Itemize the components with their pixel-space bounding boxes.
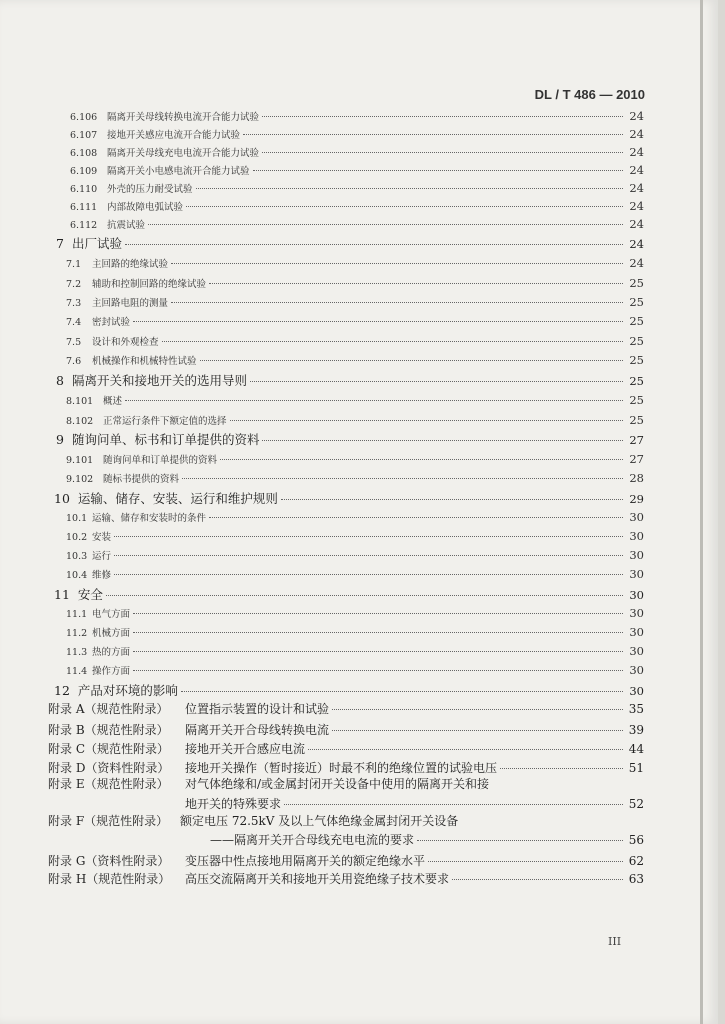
appendix-b[interactable]: 附录 B（规范性附录） 隔离开关开合母线转换电流 39 <box>48 723 644 737</box>
toc-entry-10[interactable]: 10 运输、储存、安装、运行和维护规则 29 <box>54 491 644 506</box>
toc-entry-11-4[interactable]: 11.4 操作方面 30 <box>66 663 644 677</box>
toc-entry-12[interactable]: 12 产品对环境的影响 30 <box>54 683 644 698</box>
appendix-e-label: 附录 E（规范性附录） <box>48 777 169 791</box>
appendix-e[interactable]: 地开关的特殊要求 52 <box>185 797 644 811</box>
toc-entry-7-3[interactable]: 7.3 主回路电阻的测量 25 <box>66 295 644 309</box>
toc-entry-6-106[interactable]: 6.106 隔离开关母线转换电流开合能力试验 24 <box>70 109 644 123</box>
toc-entry-6-108[interactable]: 6.108 隔离开关母线充电电流开合能力试验 24 <box>70 145 644 159</box>
appendix-f[interactable]: ——隔离开关开合母线充电电流的要求 56 <box>210 833 644 847</box>
appendix-d[interactable]: 附录 D（资料性附录） 接地开关操作（暂时接近）时最不利的绝缘位置的试验电压 51 <box>48 761 644 775</box>
toc-entry-6-109[interactable]: 6.109 隔离开关小电感电流开合能力试验 24 <box>70 163 644 177</box>
appendix-f-title-line1: 附录 F（规范性附录） 额定电压 72.5kV 及以上气体绝缘金属封闭开关设备 <box>48 814 459 828</box>
appendix-e-title-line1: 附录 E（规范性附录） 对气体绝缘和/或金属封闭开关设备中使用的隔离开关和接 <box>48 777 490 791</box>
appendix-g[interactable]: 附录 G（资料性附录） 变压器中性点接地用隔离开关的额定绝缘水平 62 <box>48 854 644 868</box>
toc-entry-8-102[interactable]: 8.102 正常运行条件下额定值的选择 25 <box>66 413 644 427</box>
toc-entry-8[interactable]: 8 隔离开关和接地开关的选用导则 25 <box>56 373 644 388</box>
toc-entry-10-3[interactable]: 10.3 运行 30 <box>66 548 644 562</box>
toc-entry-10-2[interactable]: 10.2 安装 30 <box>66 529 644 543</box>
appendix-a[interactable]: 附录 A（规范性附录） 位置指示装置的设计和试验 35 <box>48 702 644 716</box>
toc-entry-10-1[interactable]: 10.1 运输、储存和安装时的条件 30 <box>66 510 644 524</box>
appendix-f-label: 附录 F（规范性附录） <box>48 814 169 828</box>
toc-entry-11-3[interactable]: 11.3 热的方面 30 <box>66 644 644 658</box>
document-code: DL / T 486 — 2010 <box>534 87 645 102</box>
appendix-c[interactable]: 附录 C（规范性附录） 接地开关开合感应电流 44 <box>48 742 644 756</box>
toc-entry-9-102[interactable]: 9.102 随标书提供的资料 28 <box>66 471 644 485</box>
toc-entry-8-101[interactable]: 8.101 概述 25 <box>66 393 644 407</box>
appendix-h[interactable]: 附录 H（规范性附录） 高压交流隔离开关和接地开关用瓷绝缘子技术要求 63 <box>48 872 644 886</box>
toc-entry-6-110[interactable]: 6.110 外壳的压力耐受试验 24 <box>70 181 644 195</box>
toc-entry-7-2[interactable]: 7.2 辅助和控制回路的绝缘试验 25 <box>66 276 644 290</box>
toc-entry-7-1[interactable]: 7.1 主回路的绝缘试验 24 <box>66 256 644 270</box>
toc-entry-11-1[interactable]: 11.1 电气方面 30 <box>66 606 644 620</box>
page-number: III <box>608 935 622 948</box>
toc-entry-7-4[interactable]: 7.4 密封试验 25 <box>66 314 644 328</box>
page-edge <box>700 0 703 1024</box>
toc-entry-10-4[interactable]: 10.4 维修 30 <box>66 567 644 581</box>
toc-entry-7-6[interactable]: 7.6 机械操作和机械特性试验 25 <box>66 353 644 367</box>
toc-entry-9-101[interactable]: 9.101 随询问单和订单提供的资料 27 <box>66 452 644 466</box>
toc-entry-6-112[interactable]: 6.112 抗震试验 24 <box>70 217 644 231</box>
toc-entry-6-111[interactable]: 6.111 内部故障电弧试验 24 <box>70 199 644 213</box>
toc-entry-7-5[interactable]: 7.5 设计和外观检查 25 <box>66 334 644 348</box>
toc-entry-7[interactable]: 7 出厂试验 24 <box>56 236 644 251</box>
toc-entry-11[interactable]: 11 安全 30 <box>54 587 644 602</box>
toc-entry-6-107[interactable]: 6.107 接地开关感应电流开合能力试验 24 <box>70 127 644 141</box>
toc-entry-11-2[interactable]: 11.2 机械方面 30 <box>66 625 644 639</box>
toc-entry-9[interactable]: 9 随询问单、标书和订单提供的资料 27 <box>56 432 644 447</box>
